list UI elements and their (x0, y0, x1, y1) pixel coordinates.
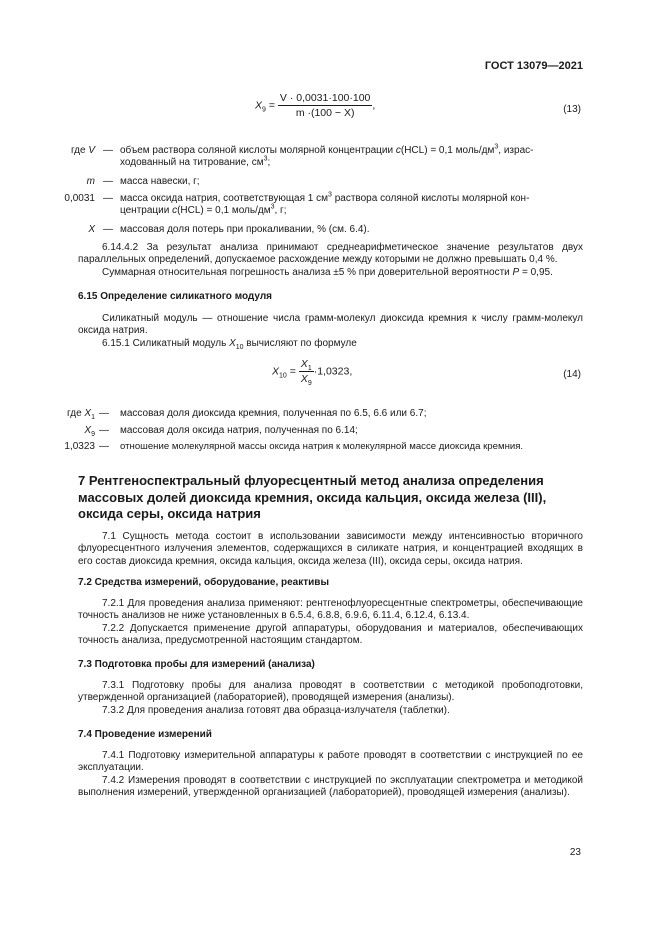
definition-X (48, 224, 580, 236)
definition-text: масса навески, г; (120, 176, 200, 187)
definition-dash: — (99, 425, 109, 436)
formula-13-denominator: m ·(100 − X) (278, 105, 372, 119)
formula-13-lhs: X (255, 99, 263, 112)
definition-prefix: где (70, 145, 89, 156)
formula-13-numerator: V · 0,0031·100·100 (279, 92, 371, 104)
formula-14-lhs-sub: 10 (279, 372, 287, 380)
paragraph-7-3-2: 7.3.2 Для проведения анализа готовят два образца-излучателя (таблетки). (102, 705, 450, 716)
definition-symbol (48, 176, 95, 188)
symbol-V: V (88, 145, 95, 156)
paragraph-6-15-1: 6.15.1 Силикатный модуль $X_{10}$ вычисляют по формуле (102, 338, 357, 351)
paragraph-7-1: 7.1 Сущность метода состоит в использовании зависимости между интенсивностью вторичного флуоресцентного излучения элементов, содержащихся в силикате натрия, и концентрацией входящих в его состав диоксида кремния, оксида кальция, оксида железа (III), оксида серы, оксида натрия. (78, 531, 583, 567)
definition-text: массовая доля оксида натрия, полученная по 6.14; (120, 425, 358, 436)
definition-dash: — (103, 145, 113, 156)
definition-text: масса оксида натрия, соответствующая 1 $см^3$ раствора соляной кислоты молярной кон- центрации c(HCL) = 0,1 моль/$дм^3$, г; (120, 191, 530, 217)
paragraph-total-error: Суммарная относительная погрешность анализа ±5 % при доверительной вероятности P = 0,95. (102, 267, 553, 278)
definition-text: массовая доля потерь при прокаливании, % (см. 6.4). (120, 224, 370, 235)
definition-text: отношение молекулярной массы оксида натрия к молекулярной массе диоксида кремния. (120, 441, 524, 452)
definition-symbol: $X_9$ (84, 425, 95, 438)
definition-m (48, 176, 580, 188)
definition-symbol: где $X_1$ (67, 408, 95, 421)
paragraph-7-4-1: 7.4.1 Подготовку измерительной аппаратуры к работе проводят в соответствии с инструкцией по ее эксплуатации. (78, 750, 583, 774)
formula-14-fraction (299, 358, 314, 388)
formula-13 (255, 92, 375, 119)
definition-X1 (48, 408, 608, 420)
formula-13-number: (13) (563, 104, 581, 115)
definition-dash: — (103, 176, 113, 187)
definition-1-0323 (48, 441, 608, 453)
paragraph-6-15: Силикатный модуль — отношение числа грамм-молекул диоксида кремния к числу грамм-молекул оксида натрия. (78, 313, 583, 337)
paragraph-6-14-4-2: 6.14.4.2 За результат анализа принимают среднеарифметическое значение результатов двух параллельных определений, допускаемое расхождение между которыми не должно превышать 0,4 %. (78, 242, 583, 266)
symbol-X: X (88, 224, 95, 235)
formula-14 (272, 358, 353, 388)
paragraph-7-2-2: 7.2.2 Допускается применение другой аппаратуры, оборудования и материалов, обеспечивающих точность анализа, предусмотренной настоящим стандартом. (78, 623, 583, 647)
heading-7-2: 7.2 Средства измерений, оборудование, реактивы (78, 577, 329, 588)
definition-X9 (48, 425, 608, 437)
formula-13-eq: = (268, 99, 275, 112)
formula-14-denominator: $X_9$ (300, 373, 312, 388)
heading-section-7: 7 Рентгеноспектральный флуоресцентный метод анализа определения массовых долей диоксида кремния, оксида кальция, оксида железа (III), оксида серы, оксида натрия (78, 473, 547, 521)
heading-6-15: 6.15 Определение силикатного модуля (78, 291, 273, 302)
formula-13-comma: , (372, 99, 376, 112)
definition-dash: — (99, 408, 109, 419)
formula-13-fraction (278, 92, 372, 119)
definition-0-0031 (48, 193, 580, 218)
paragraph-7-4-2: 7.4.2 Измерения проводят в соответствии с инструкцией по эксплуатации спектрометра и методикой выполнения измерений, утвержденной организацией (лабораторией), проводящей измерения (анализы). (78, 775, 583, 799)
formula-14-lhs: X (272, 365, 280, 378)
paragraph-7-2-1: 7.2.1 Для проведения анализа применяют: рентгенофлуоресцентные спектрометры, обеспечивающие точность анализов не ниже установленных в 6.5.4, 6.8.8, 6.9.6, 6.11.4, 6.12.4, 6.13.4. (78, 598, 583, 622)
document-header: ГОСТ 13079—2021 (484, 60, 583, 72)
formula-14-eq: = (289, 365, 296, 378)
definition-dash: — (103, 224, 113, 235)
definition-symbol: 1,0323 (64, 441, 95, 452)
definition-symbol: 0,0031 (64, 193, 95, 204)
heading-7-4: 7.4 Проведение измерений (78, 729, 212, 740)
formula-14-numerator: $X_1$ (300, 358, 312, 373)
symbol-m: m (86, 176, 95, 187)
paragraph-7-3-1: 7.3.1 Подготовку пробы для анализа проводят в соответствии с методикой пробоподготовки, утвержденной организацией (лабораторией), проводящей измерения (анализы). (78, 680, 583, 704)
formula-14-tail: ·1,0323, (313, 365, 353, 378)
definition-dash: — (103, 193, 113, 204)
formula-13-lhs-sub: 9 (262, 106, 266, 114)
definition-V (48, 145, 580, 170)
formula-14-number: (14) (563, 369, 581, 380)
definition-symbol (48, 145, 95, 157)
definition-text: объем раствора соляной кислоты молярной концентрации c(HCL) = 0,1 моль/$дм^3$, израс- ходованный на титрование, $см^3$; (120, 143, 534, 169)
heading-7-3: 7.3 Подготовка пробы для измерений (анализа) (78, 659, 315, 670)
definition-dash: — (99, 441, 109, 452)
page-number: 23 (569, 847, 581, 858)
definition-symbol (48, 224, 95, 236)
definition-text: массовая доля диоксида кремния, полученная по 6.5, 6.6 или 6.7; (120, 408, 427, 419)
